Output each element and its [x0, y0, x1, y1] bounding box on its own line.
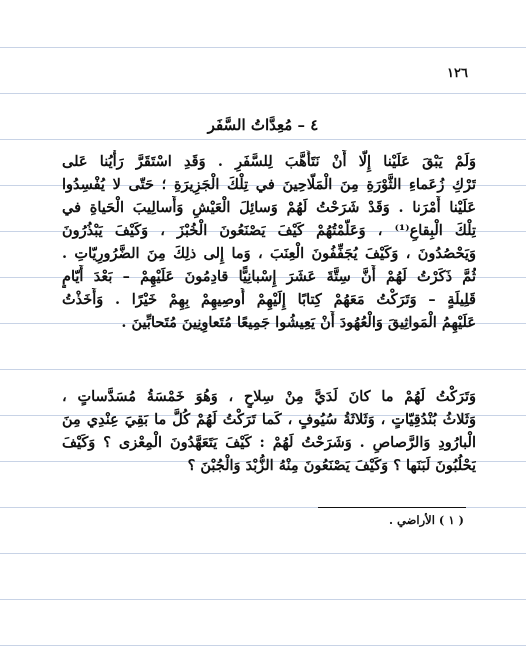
text-line: وَتَرَكْتُ لَهُمْ ما كانَ لَدَيَّ مِنْ سِلاحٍ ، وَهُوَ خَمْسَةُ مُسَدَّساتٍ ،	[62, 388, 476, 405]
text-line: عَلَيْهِمُ الْمَواثِيقَ وَالْعُهُودَ أَنْ يَعِيشُوا جَمِيعًا مُتَعاوِنِينَ مُتَحابِّينَ .	[121, 314, 476, 331]
text-line: وَلَمْ يَبْقَ عَلَيْنا إِلّا أَنْ نَتَأَهَّبَ لِلسَّفَرِ . وَقَدِ اسْتَقَرَّ رَأْيُنا عَلى	[62, 153, 476, 170]
text-line: عَلَيْنا أَمْرَنا . وَقَدْ شَرَحْتُ لَهُمْ وَسائِلَ الْعَيْشِ وَأَسالِيبَ الْحَياةِ في	[62, 199, 476, 216]
paragraph-1	[62, 150, 476, 334]
chapter-title: ٤ – مُعِدَّاتُ السَّفَر	[207, 116, 319, 134]
footnote: ( ١ ) الأراضي .	[389, 513, 464, 527]
text-line: تَرْكِ زُعَماءِ الثَّوْرَةِ مِنَ الْمَلّاحِينَ في تِلْكَ الْجَزِيرَةِ ؛ حَتّى لا يُفْسِدُوا	[62, 176, 476, 193]
paragraph-2	[62, 385, 476, 477]
text-line: تِلْكَ الْبِقاعِ⁽¹⁾ ، وَعَلَّمْتُهُمْ كَيْفَ يَصْنَعُونَ الْخُبْزَ ، وَكَيْفَ يَبْذُرُونَ	[62, 222, 476, 239]
text-line: قَلِيلَةٍ – وَتَرَكْتُ مَعَهُمْ كِتابًا إِلَيْهِمْ أُوصِيهِمْ بِهِمْ خَيْرًا . وَأَخَذْتُ	[62, 291, 476, 308]
text-line: يَحْلُبُونَ لَبَنَها ؟ وَكَيْفَ يَصْنَعُونَ مِنْهُ الزُّبْدَ وَالْجُبْنَ ؟	[187, 457, 476, 474]
page-number: ١٢٦	[447, 66, 468, 81]
footnote-divider	[318, 507, 466, 508]
text-line: وَيَحْصُدُونَ ، وَكَيْفَ يُجَفِّفُونَ الْعِنَبَ ، وَما إِلى ذلِكَ مِنَ الضَّرُورِيّاتِ .	[62, 245, 476, 262]
text-line: وَثَلاثُ بُنْدُقِيّاتٍ ، وَثَلاثَةُ سُيُوفٍ ، كَما تَرَكْتُ لَهُمْ كُلَّ ما بَقِيَ عِنْدِي مِنَ	[62, 411, 476, 428]
text-line: الْبارُودِ وَالرَّصاصِ . وَشَرَحْتُ لَهُمْ : كَيْفَ يَتَعَهَّدُونَ الْمِعْزى ؟ وَكَيْفَ	[62, 434, 476, 451]
text-line: ثُمَّ ذَكَرْتُ لَهُمْ أَنَّ سِتَّةَ عَشَرَ إِسْبانِيًّا قادِمُونَ عَلَيْهِمْ – بَعْدَ أَيّامٍ	[62, 268, 476, 285]
